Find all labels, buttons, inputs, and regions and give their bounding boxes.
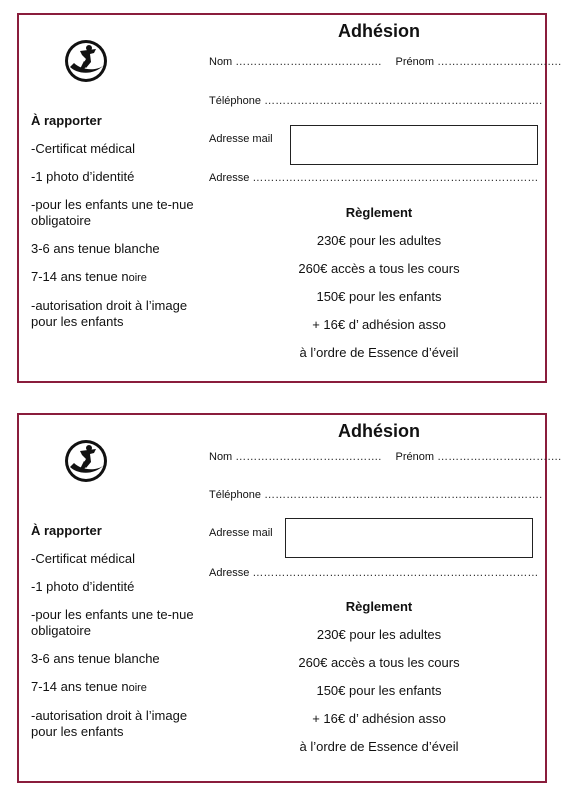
prenom-label: Prénom xyxy=(395,451,435,463)
payment-line: à l’ordre de Essence d’éveil xyxy=(299,345,459,360)
adresse-field[interactable]: …………………………………………………………………… xyxy=(252,567,539,579)
adresse-mail-label: Adresse mail xyxy=(209,527,273,539)
telephone-label: Téléphone xyxy=(209,95,261,107)
adresse-label: Adresse xyxy=(209,172,250,184)
requirement-item: -1 photo d’identité xyxy=(31,579,135,594)
payment-title: Règlement xyxy=(345,599,413,614)
requirements-list xyxy=(31,113,206,342)
prenom-field[interactable]: ……………………………. xyxy=(437,56,562,68)
nom-label: Nom xyxy=(209,56,233,68)
form-title: Adhésion xyxy=(337,21,420,41)
payment-title: Règlement xyxy=(345,205,413,220)
payment-line: + 16€ d’ adhésion asso xyxy=(312,317,446,332)
prenom-label: Prénom xyxy=(395,56,435,68)
martial-arts-logo-icon xyxy=(62,37,110,85)
requirement-item: 7-14 ans tenue noire xyxy=(31,679,147,694)
requirement-item: 3-6 ans tenue blanche xyxy=(31,651,160,666)
requirement-item: -Certificat médical xyxy=(31,141,136,156)
email-field[interactable] xyxy=(285,518,533,558)
membership-form-1 xyxy=(17,13,562,383)
payment-line: 260€ accès a tous les cours xyxy=(298,261,460,276)
prenom-field[interactable]: ……………………………. xyxy=(437,451,562,463)
requirements-list xyxy=(31,523,206,752)
email-field[interactable] xyxy=(290,125,538,165)
requirement-item: -pour les enfants une te-nue obligatoire xyxy=(31,607,194,638)
nom-field[interactable]: …………………………………. xyxy=(235,56,382,68)
requirement-item: -1 photo d’identité xyxy=(31,169,135,184)
requirement-item: 3-6 ans tenue blanche xyxy=(31,241,160,256)
adresse-label: Adresse xyxy=(209,567,250,579)
adresse-row[interactable] xyxy=(209,567,538,579)
requirement-item: -autorisation droit à l’image pour les enfants xyxy=(31,708,188,739)
telephone-label: Téléphone xyxy=(209,489,261,501)
adresse-field[interactable]: …………………………………………………………………… xyxy=(252,172,539,184)
payment-section xyxy=(209,599,549,767)
payment-line: à l’ordre de Essence d’éveil xyxy=(299,739,459,754)
requirement-item: -pour les enfants une te-nue obligatoire xyxy=(31,197,194,228)
requirement-item: -Certificat médical xyxy=(31,551,136,566)
nom-row[interactable] xyxy=(209,56,561,68)
membership-form-2 xyxy=(17,413,562,783)
payment-line: 230€ pour les adultes xyxy=(316,627,442,642)
requirements-title: À rapporter xyxy=(31,523,102,538)
telephone-row[interactable] xyxy=(209,489,542,501)
nom-field[interactable]: …………………………………. xyxy=(235,451,382,463)
telephone-field[interactable]: …………………………………………………………………. xyxy=(264,489,543,501)
requirement-item: 7-14 ans tenue noire xyxy=(31,269,147,284)
payment-line: 230€ pour les adultes xyxy=(316,233,442,248)
telephone-row[interactable] xyxy=(209,95,542,107)
adresse-row[interactable] xyxy=(209,172,538,184)
adresse-mail-label: Adresse mail xyxy=(209,133,273,145)
payment-line: 150€ pour les enfants xyxy=(316,289,442,304)
requirement-item: -autorisation droit à l’image pour les enfants xyxy=(31,298,188,329)
nom-label: Nom xyxy=(209,451,233,463)
martial-arts-logo-icon xyxy=(62,437,110,485)
form-title: Adhésion xyxy=(337,421,420,441)
requirements-title: À rapporter xyxy=(31,113,102,128)
nom-row[interactable] xyxy=(209,451,561,463)
payment-line: + 16€ d’ adhésion asso xyxy=(312,711,446,726)
payment-line: 150€ pour les enfants xyxy=(316,683,442,698)
payment-line: 260€ accès a tous les cours xyxy=(298,655,460,670)
payment-section xyxy=(209,205,549,373)
telephone-field[interactable]: …………………………………………………………………. xyxy=(264,95,543,107)
